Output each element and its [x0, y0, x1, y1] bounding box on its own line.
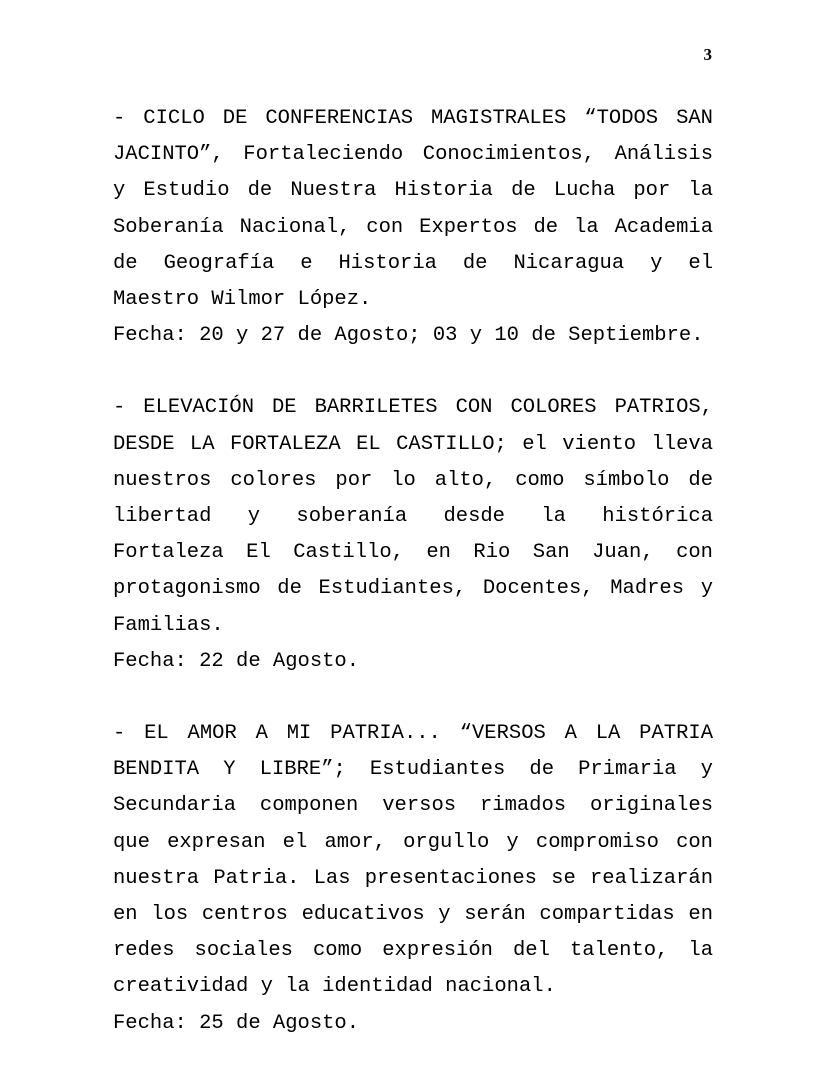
document-entry	[113, 101, 713, 354]
page-number: 3	[703, 45, 712, 64]
document-entry	[113, 390, 713, 680]
entry-body-text: - CICLO DE CONFERENCIAS MAGISTRALES “TODOS SAN JACINTO”, Fortaleciendo Conocimientos, Análisis y Estudio de Nuestra Historia de Lucha por la Soberanía Nacional, con Expertos de la Academia de Geografía e Historia de Nicaragua y el Maestro Wilmor López.	[113, 107, 713, 312]
entry-date-line: Fecha: 20 y 27 de Agosto; 03 y 10 de Septiembre.	[113, 324, 704, 348]
document-body	[113, 101, 713, 1042]
entry-body-text: - EL AMOR A MI PATRIA... “VERSOS A LA PATRIA BENDITA Y LIBRE”; Estudiantes de Primaria y Secundaria componen versos rimados originales que expresan el amor, orgullo y compromiso con nuestra Patria. Las presentaciones se realizarán en los centros educativos y serán compartidas en redes sociales como expresión del talento, la creatividad y la identidad nacional.	[113, 722, 713, 999]
entry-date-line: Fecha: 22 de Agosto.	[113, 649, 360, 673]
entry-date-line: Fecha: 25 de Agosto.	[113, 1011, 360, 1035]
entry-body-text: - ELEVACIÓN DE BARRILETES CON COLORES PATRIOS, DESDE LA FORTALEZA EL CASTILLO; el viento lleva nuestros colores por lo alto, como símbolo de libertad y soberanía desde la histórica Fortaleza El Castillo, en Rio San Juan, con protagonismo de Estudiantes, Docentes, Madres y Familias.	[113, 396, 713, 637]
document-entry	[113, 716, 713, 1042]
